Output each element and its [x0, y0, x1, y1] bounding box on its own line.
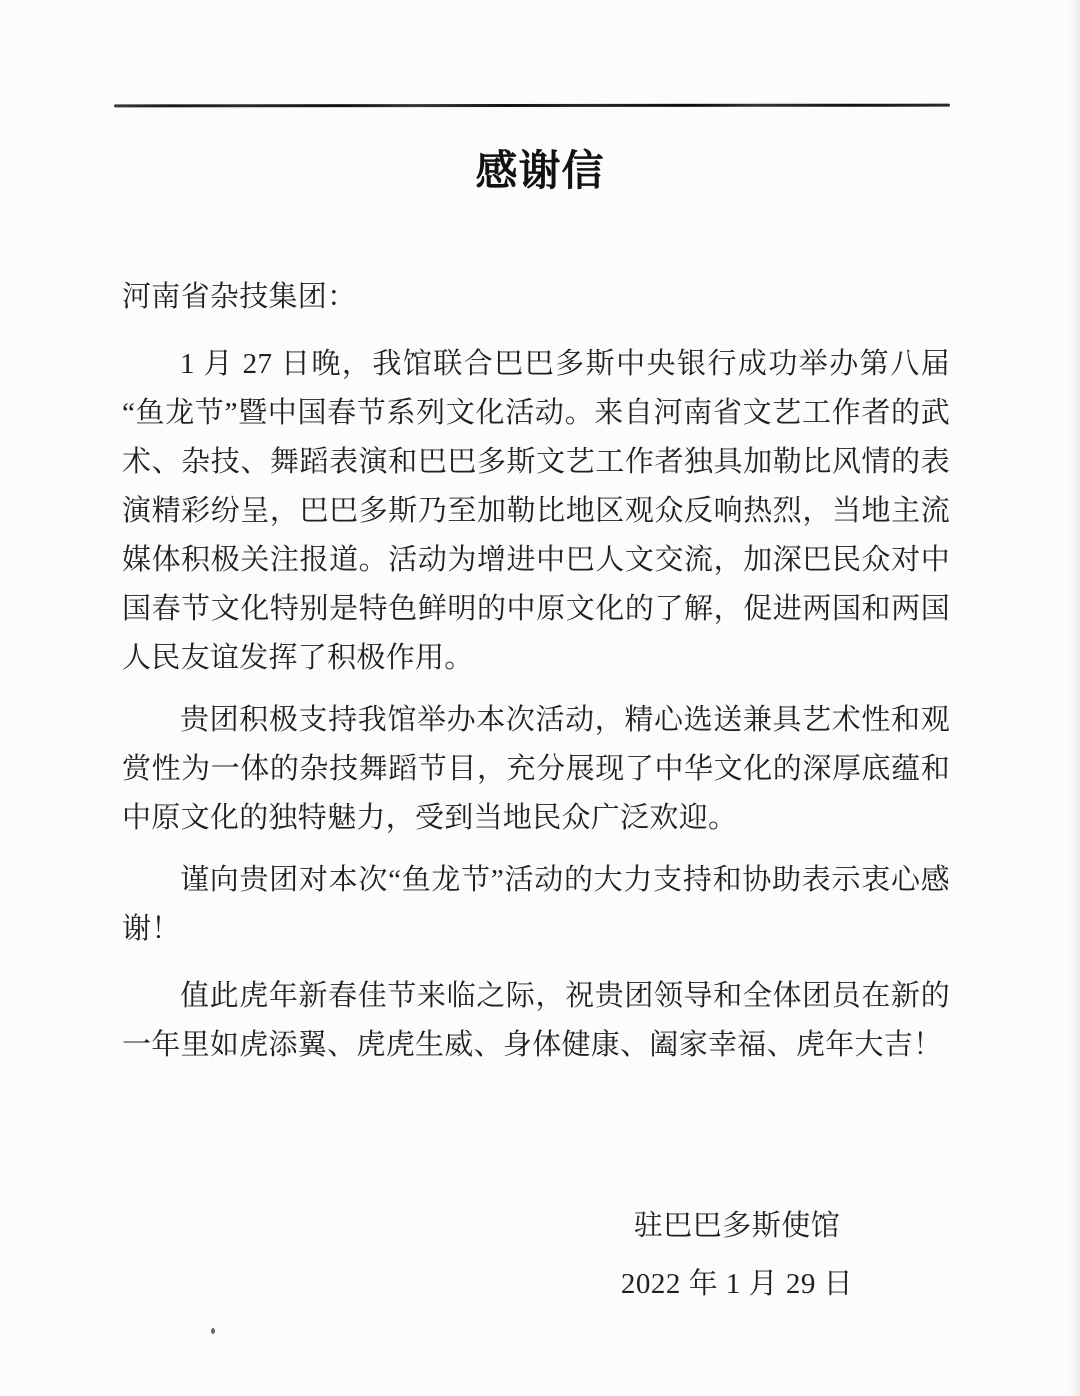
header-rule — [114, 104, 950, 108]
paragraph-new-year-wishes: 值此虎年新春佳节来临之际，祝贵团领导和全体团员在新的一年里如虎添翼、虎虎生威、身体健康、阖家幸福、虎年大吉！ — [122, 980, 950, 1061]
letter-title: 感谢信 — [475, 147, 605, 194]
paragraph-thanks: 谨向贵团对本次“鱼龙节”活动的大力支持和协助表示衷心感谢！ — [122, 864, 950, 945]
scan-speck — [211, 1328, 215, 1334]
signature-org: 驻巴巴多斯使馆 — [633, 1210, 841, 1242]
letter-body — [122, 273, 950, 1070]
signature-block — [577, 1202, 897, 1309]
signature-date: 2022 年 1 月 29 日 — [620, 1268, 854, 1300]
paragraph-troupe-support: 贵团积极支持我馆举办本次活动，精心选送兼具艺术性和观赏性为一体的杂技舞蹈节目，充分展现了中华文化的深厚底蕴和中原文化的独特魅力，受到当地民众广泛欢迎。 — [122, 704, 950, 834]
scan-edge-shadow — [1068, 0, 1080, 1396]
salutation: 河南省杂技集团： — [122, 281, 357, 313]
paragraph-event-summary: 1 月 27 日晚，我馆联合巴巴多斯中央银行成功举办第八届“鱼龙节”暨中国春节系列文化活动。来自河南省文艺工作者的武术、杂技、舞蹈表演和巴巴多斯文艺工作者独具加勒比风情的表演精彩纷呈，巴巴多斯乃至加勒比地区观众反响热烈，当地主流媒体积极关注报道。活动为增进中巴人文交流，加深巴民众对中国春节文化特别是特色鲜明的中原文化的了解，促进两国和两国人民友谊发挥了积极作用。 — [122, 348, 950, 674]
